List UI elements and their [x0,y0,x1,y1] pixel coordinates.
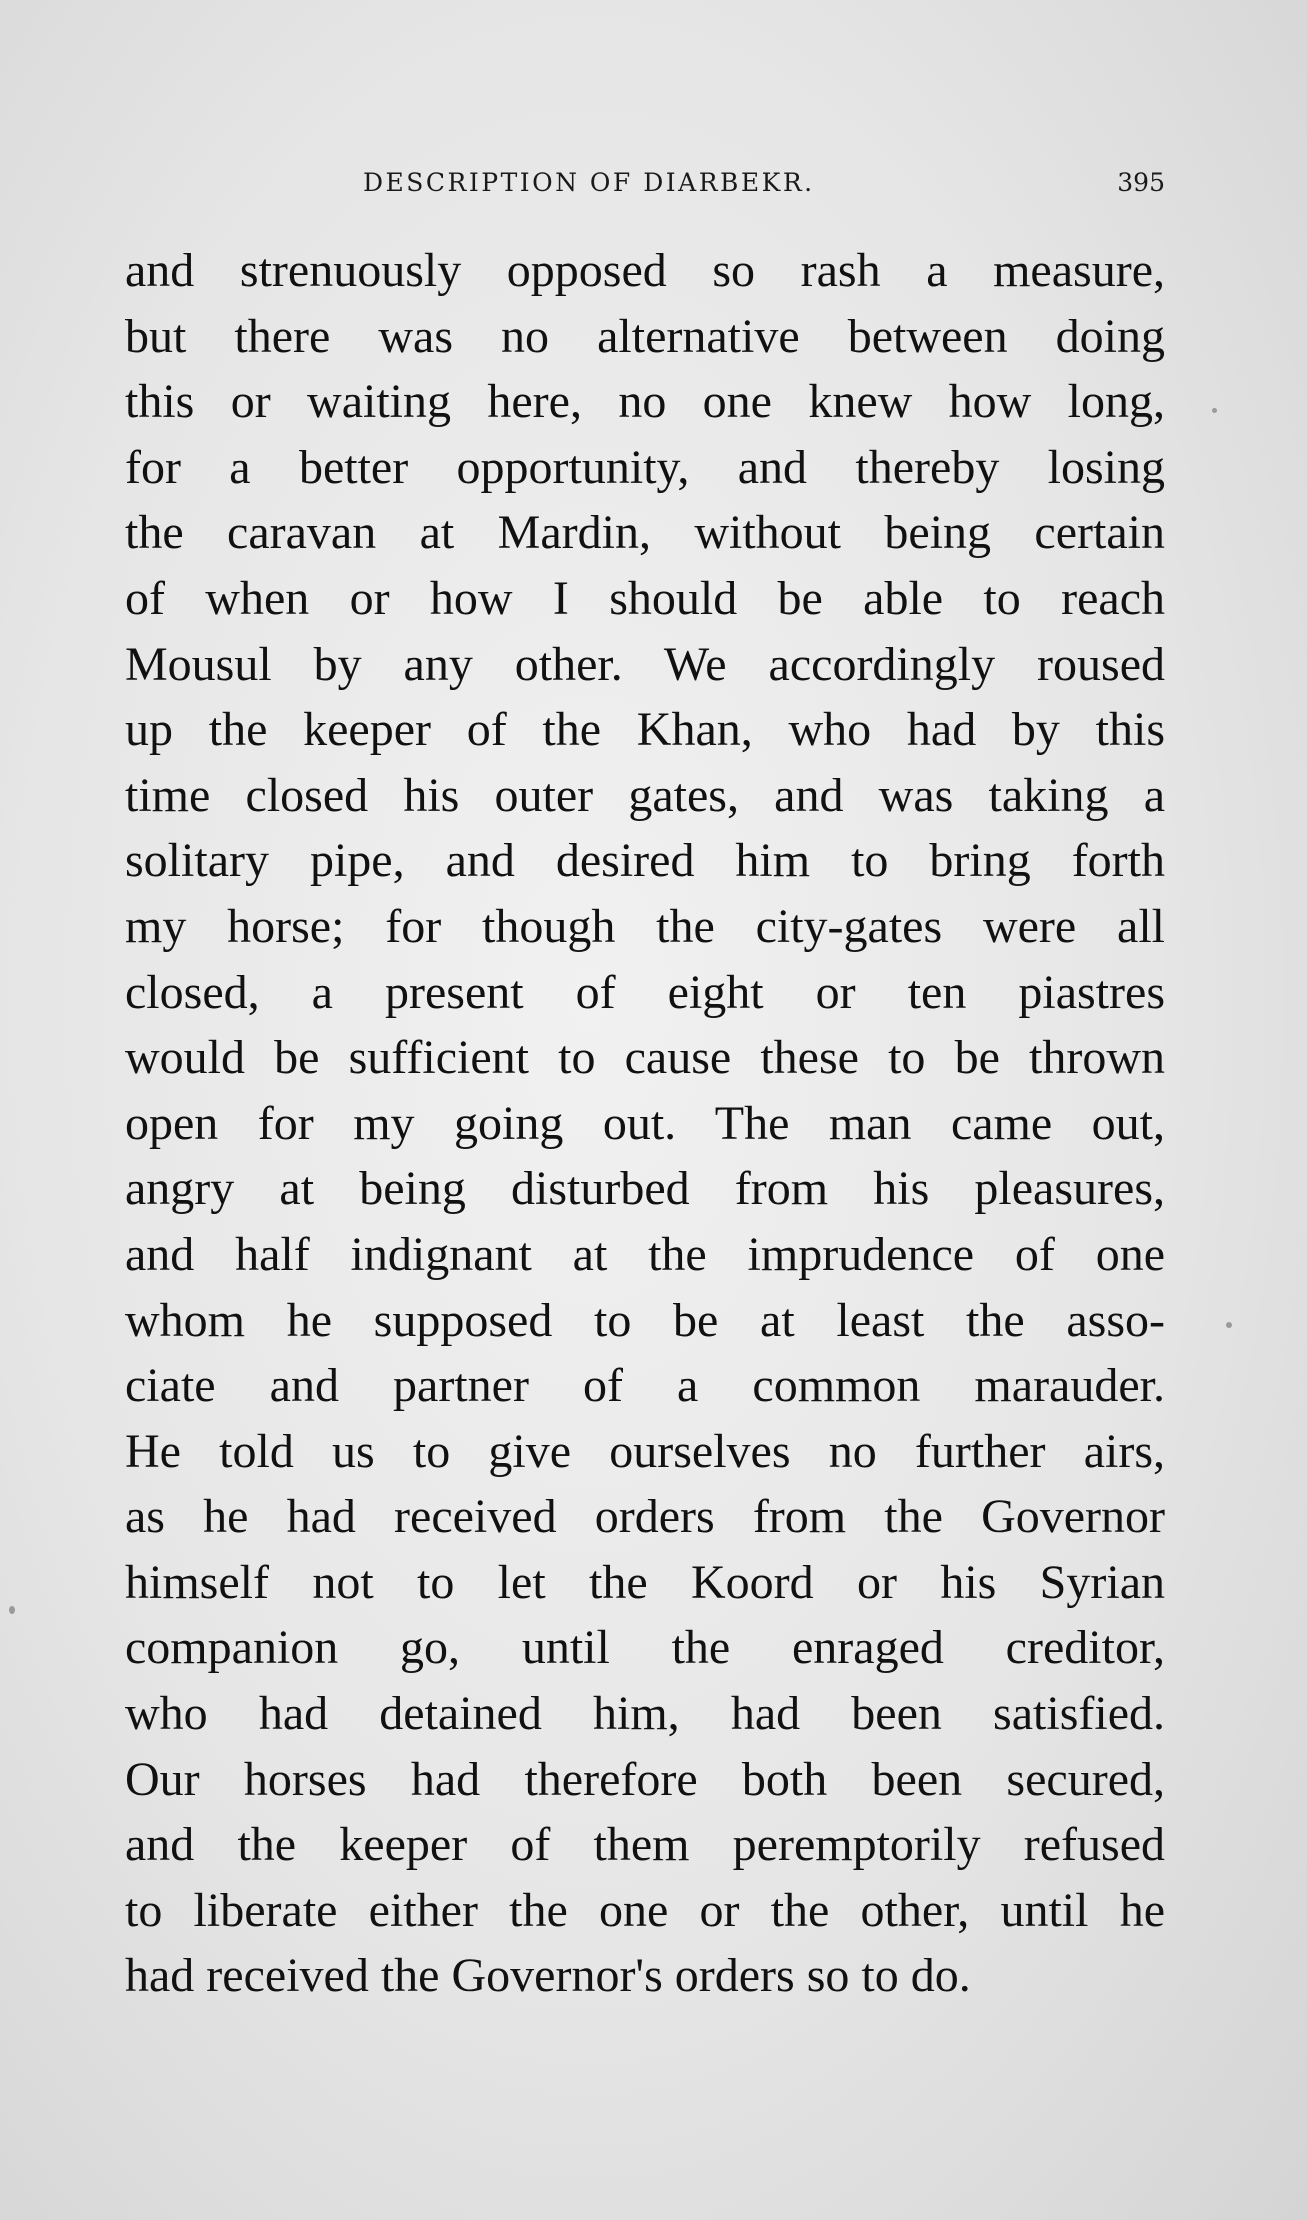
text-line: solitary pipe, and desired him to bring forth [125,834,1165,888]
text-line: himself not to let the Koord or his Syrian [125,1555,1165,1609]
text-line: companion go, until the enraged creditor, [125,1621,1165,1675]
text-line: time closed his outer gates, and was taking a [125,768,1165,822]
text-line: up the keeper of the Khan, who had by this [125,703,1165,757]
text-line: my horse; for though the city-gates were all [125,899,1165,953]
text-line: for a better opportunity, and thereby losing [125,440,1165,494]
paper-speck [1226,1322,1232,1328]
text-line: the caravan at Mardin, without being certain [125,506,1165,560]
text-line: closed, a present of eight or ten piastres [125,965,1165,1019]
text-line: had received the Governor's orders so to do. [125,1949,971,2003]
text-line: and strenuously opposed so rash a measure, [125,244,1165,297]
text-line: of when or how I should be able to reach [125,571,1165,625]
text-line: and the keeper of them peremptorily refused [125,1818,1165,1872]
text-line: whom he supposed to be at least the asso- [125,1293,1165,1347]
paper-speck [9,1606,15,1614]
text-line: Mousul by any other. We accordingly roused [125,637,1165,691]
text-line: this or waiting here, no one knew how long, [125,375,1165,429]
text-line: who had detained him, had been satisfied. [125,1687,1165,1741]
text-line: angry at being disturbed from his pleasures, [125,1162,1165,1216]
text-line: Our horses had therefore both been secured, [125,1752,1165,1806]
paper-speck [1212,408,1217,413]
text-line: would be sufficient to cause these to be thrown [125,1031,1165,1085]
text-line: and half indignant at the imprudence of one [125,1227,1165,1281]
text-line: to liberate either the one or the other, until he [125,1883,1165,1937]
text-line: open for my going out. The man came out, [125,1096,1165,1150]
text-line: but there was no alternative between doing [125,309,1165,363]
running-head [125,168,1165,208]
running-title: DESCRIPTION OF DIARBEKR. [363,168,815,197]
body-text [125,238,1165,2009]
text-line: ciate and partner of a common marauder. [125,1359,1165,1413]
text-line: as he had received orders from the Governor [125,1490,1165,1544]
text-line: He told us to give ourselves no further airs, [125,1424,1165,1478]
page-number: 395 [1117,168,1165,197]
